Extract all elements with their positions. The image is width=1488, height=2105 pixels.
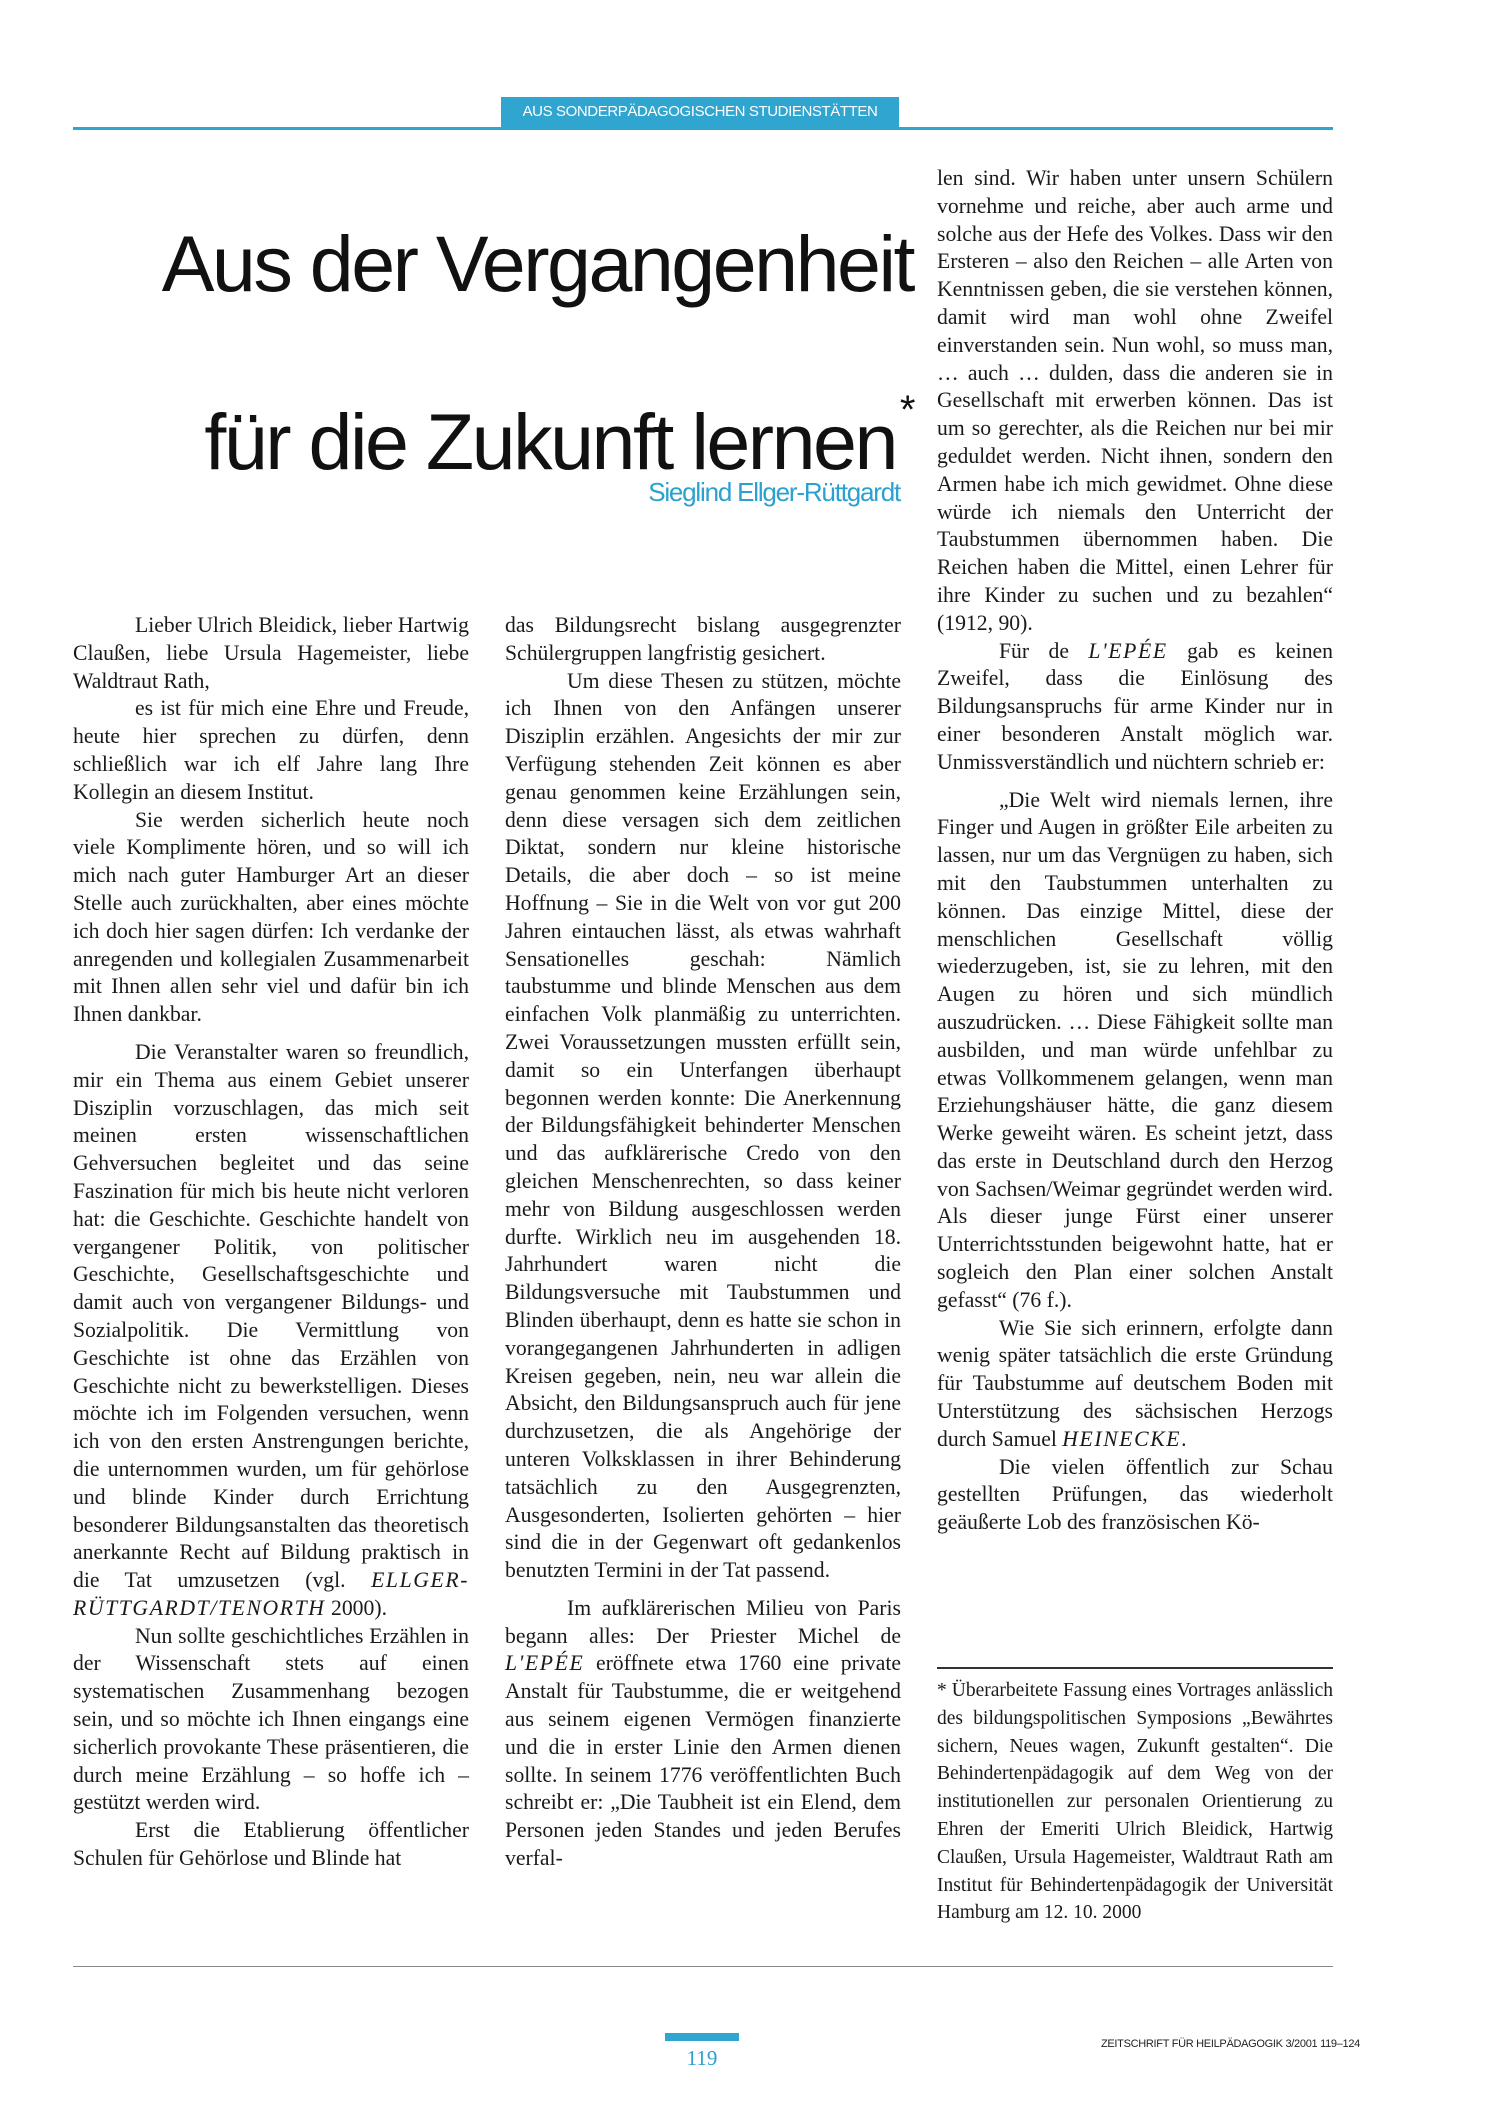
text-column-3 [937,165,1333,1537]
citation-year: 2000). [330,1595,387,1620]
paragraph [73,1039,469,1623]
title-line-1: Aus der Vergangenheit [161,219,913,308]
page-number-tab [665,2033,739,2041]
journal-reference: ZEITSCHRIFT FÜR HEILPÄDAGOGIK 3/2001 119–124 [1100,2038,1360,2050]
author-citation: ELLGER-RÜTTGARDT/TENORTH [73,1568,470,1620]
header-rule [73,127,1333,130]
paragraph [505,1595,901,1873]
paragraph-text: Wie Sie sich erinnern, erfolgte dann wenig später tatsächlich die erste Gründung für Taubstumme auf deutschem Boden mit Unterstützung des sächsischen Herzogs durch Samuel [937,1315,1333,1451]
paragraph: len sind. Wir haben unter unsern Schülern vornehme und reiche, aber auch arme und solche aus der Hefe des Volkes. Dass wir den Ersteren – also den Reichen – alle Arten von Kenntnissen geben, die sie verstehen können, damit wird man wohl ohne Zweifel einverstanden sein. Nun wohl, so muss man, … auch … dulden, dass die anderen sie in Gesellschaft mit erwerben können. Das ist um so gerechter, als die Reichen nur bei mir geduldet werden. Nicht ihnen, sondern den Armen habe ich mich gewidmet. Ohne diese würde ich niemals den Unterricht der Taubstummen übernommen haben. Die Reichen haben die Mittel, einen Lehrer für ihre Kinder zu suchen und zu bezahlen“ (1912, 90). [937,166,1333,635]
paragraph-text: . [1181,1426,1187,1451]
person-name: L'EPÉE [505,1651,585,1676]
paragraph: Um diese Thesen zu stützen, möchte ich Ihnen von den Anfängen unserer Disziplin erzählen. Angesichts der mir zur Verfügung stehenden Zeit können es aber genau genommen keine Erzählungen sein, denn diese versagen sich dem zeitlichen Diktat, sondern nur kleine historische Details, die aber doch – so ist meine Hoffnung – Sie in die Welt von vor gut 200 Jahren eintauchen lässt, als etwas wahrhaft Sensationelles geschah: Nämlich taubstumme und blinde Menschen aus dem einfachen Volk planmäßig zu unterrichten. Zwei Voraussetzungen mussten erfüllt sein, damit so ein Unterfangen überhaupt begonnen werden konnte: Die Anerkennung der Bildungsfähigkeit behinderter Menschen und das aufklärerische Credo von den gleichen Menschenrechten, so dass keiner mehr von Bildung ausgeschlossen werden durfte. Wirklich neu im ausgehenden 18. Jahrhundert waren nicht die Bildungsversuche mit Taubstummen und Blinden überhaupt, denn es hatte sie schon in vorangegangenen Jahrhunderten in adligen Kreisen gegeben, nein, neu war allein die Absicht, den Bildungsanspruch auch für jene durchzusetzen, die als Angehörige der unteren Volksklassen in ihrer Behinderung tatsächlich zu den Ausgegrenzten, Ausgesonderten, Isolierten gehörten – hier sind die in der Gegenwart oft gedankenlos benutzten Termini in der Tat passend. [505,668,901,1583]
section-tag: AUS SONDERPÄDAGOGISCHEN STUDIENSTÄTTEN [501,97,899,127]
article-title [133,190,913,515]
paragraph-text: Für de [999,638,1069,663]
paragraph: Erst die Etablierung öffentlicher Schulen für Gehörlose und Blinde hat [73,1818,469,1871]
paragraph: Nun sollte geschichtliches Erzählen in der Wissenschaft stets auf einen systematischen Zusammenhang bezogen sein, und so möchte ich Ihnen eingangs eine sicherlich provokante These präsentieren, die durch meine Erzählung – so hoffe ich – gestützt werden wird. [73,1623,469,1815]
quote-paragraph: „Die Welt wird niemals lernen, ihre Finger und Augen in größter Eile arbeiten zu lassen, nur um das Vergnügen zu haben, sich mit den Taubstummen unterhalten zu können. Das einzige Mittel, diese der menschlichen Gesellschaft völlig wiederzugeben, ist, sie zu lehren, mit den Augen zu hören und sich mündlich auszudrücken. … Diese Fähigkeit sollte man ausbilden, und man würde unfehlbar zu etwas Vollkommenem gelangen, wenn man Erziehungshäuser hätte, die ganz diesem Werke geweiht wären. Es scheint jetzt, dass das erste in Deutschland durch den Herzog von Sachsen/Weimar gegründet werden wird. Als dieser junge Fürst einer unserer Unterrichtsstunden beigewohnt hatte, hat er sogleich den Plan einer solchen Anstalt gefasst“ (76 f.). [937,787,1333,1312]
paragraph: das Bildungsrecht bislang ausgegrenzter Schülergruppen langfristig gesichert. [505,613,901,665]
paragraph-text: Die Veranstalter waren so freundlich, mir ein Thema aus einem Gebiet unserer Disziplin vorzuschlagen, das mich seit meinen ersten wissenschaftlichen Gehversuchen begleitet und das seine Faszination für mich bis heute nicht verloren hat: die Geschichte. Geschichte handelt von vergangener Politik, von politischer Geschichte, Gesellschaftsgeschichte und damit auch von vergangener Bildungs- und Sozialpolitik. Die Vermittlung von Geschichte ist ohne das Erzählen von Geschichte nicht zu bewerkstelligen. Dieses möchte ich im Folgenden versuchen, wenn ich von den ersten Anstrengungen berichte, die unternommen wurden, um für gehörlose und blinde Kinder durch Errichtung besonderer Bildungsanstalten das theoretisch anerkannte Recht auf Bildung praktisch in die Tat umzusetzen (vgl. [73,1039,469,1593]
paragraph: Sie werden sicherlich heute noch viele Komplimente hören, und so will ich mich nach guter Hamburger Art an dieser Stelle auch zurückhalten, aber eines möchte ich doch hier sagen dürfen: Ich verdanke der anregenden und kollegialen Zusammenarbeit mit Ihnen allen sehr viel und dafür bin ich Ihnen dankbar. [73,807,469,1027]
title-line-2: für die Zukunft lernen [204,397,896,486]
paragraph: Die vielen öffentlich zur Schau gestellten Prüfungen, das wiederholt geäußerte Lob des französischen Kö- [937,1454,1333,1535]
footer-rule [73,1966,1333,1967]
person-name: L'EPÉE [1088,638,1168,663]
author-name: Sieglind Ellger-Rüttgardt [648,477,900,507]
paragraph-text: gab es keinen Zweifel, dass die Einlösung des Bildungsanspruchs für arme Kinder nur in einer besonderen Anstalt möglich war. Unmissverständlich und nüchtern schrieb er: [937,638,1334,774]
paragraph [937,638,1333,777]
person-name: HEINECKE [1062,1426,1182,1451]
footnote: * Überarbeitete Fassung eines Vortrages anlässlich des bildungspolitischen Symposions „Bewährtes sichern, Neues wagen, Zukunft gestalten“. Die Behindertenpädagogik auf dem Weg von der institutionellen zur personalen Orientierung zu Ehren der Emeriti Ulrich Bleidick, Hartwig Claußen, Ursula Hagemeister, Waldtraut Rath am Institut für Behindertenpädagogik der Universität Hamburg am 12. 10. 2000 [937,1680,1333,1924]
page-number: 119 [686,2046,718,2070]
paragraph-text: Im aufklärerischen Milieu von Paris begann alles: Der Priester Michel de [505,1595,901,1648]
paragraph-text: eröffnete etwa 1760 eine private Anstalt für Taubstumme, die er weitgehend aus seinem eigenen Vermögen finanzierte und die in erster Linie den Armen dienen sollte. In seinem 1776 veröffentlichten Buch schreibt er: „Die Taubheit ist ein Elend, dem Personen jeden Standes und jeden Berufes verfal- [505,1651,902,1871]
paragraph: Lieber Ulrich Bleidick, lieber Hartwig Claußen, liebe Ursula Hagemeister, liebe Waldtraut Rath, [73,613,469,693]
text-column-1 [73,612,469,1873]
footnote-rule [937,1667,1333,1669]
text-column-2 [505,612,901,1873]
paragraph: es ist für mich eine Ehre und Freude, heute hier sprechen zu dürfen, denn schließlich war ich elf Jahre lang Ihre Kollegin an diesem Institut. [73,696,469,804]
footnote-marker: * [899,388,913,432]
paragraph [937,1315,1333,1454]
